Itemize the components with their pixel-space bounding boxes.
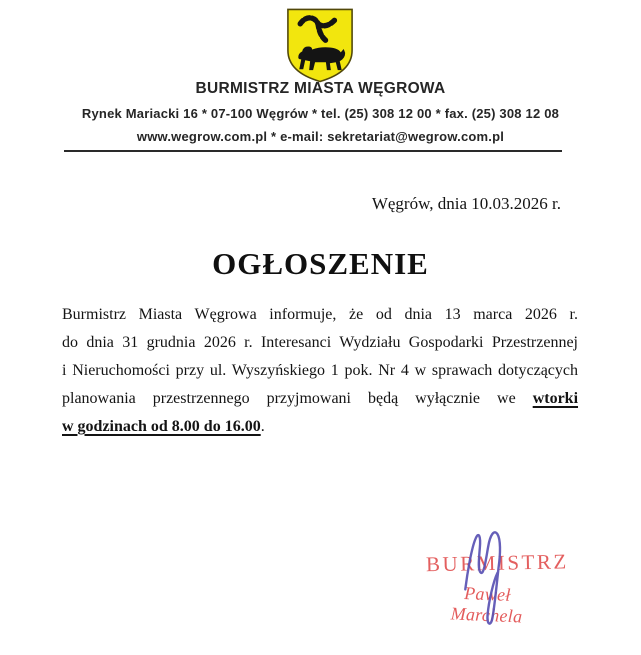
handwritten-signature-ink (452, 527, 516, 631)
sentence-period: . (260, 418, 265, 435)
announcement-body (62, 301, 578, 441)
office-hours-emphasis: w godzinach od 8.00 do 16.00 (62, 418, 261, 435)
body-line-5 (62, 413, 578, 441)
body-line-4-text: planowania przestrzennego przyjmowani będą wyłącznie we (62, 390, 516, 407)
shield-icon (288, 9, 352, 81)
letterhead-org-name: BURMISTRZ MIASTA WĘGROWA (195, 80, 446, 97)
body-line-3: i Nieruchomości przy ul. Wyszyńskiego 1 pok. Nr 4 w sprawach dotyczących (62, 362, 578, 379)
mayor-stamp-title: BURMISTRZ (425, 549, 569, 577)
mayor-stamp-name: Paweł Marchela (450, 583, 523, 627)
date-line: Węgrów, dnia 10.03.2026 r. (371, 194, 561, 213)
announcement-title: OGŁOSZENIE (212, 246, 429, 281)
letterhead-address-line: Rynek Mariacki 16 * 07-100 Węgrów * tel. (25) 308 12 00 * fax. (25) 308 12 08 (81, 106, 560, 121)
letterhead-divider (64, 150, 562, 152)
wegrow-coat-of-arms (285, 7, 355, 84)
body-line-4 (62, 385, 578, 413)
body-line-1: Burmistrz Miasta Węgrowa informuje, że od dnia 13 marca 2026 r. (62, 306, 578, 323)
letterhead-contact-line: www.wegrow.com.pl * e-mail: sekretariat@wegrow.com.pl (136, 129, 505, 144)
body-line-2: do dnia 31 grudnia 2026 r. Interesanci Wydziału Gospodarki Przestrzennej (62, 334, 578, 351)
tuesday-emphasis: wtorki (532, 390, 579, 407)
